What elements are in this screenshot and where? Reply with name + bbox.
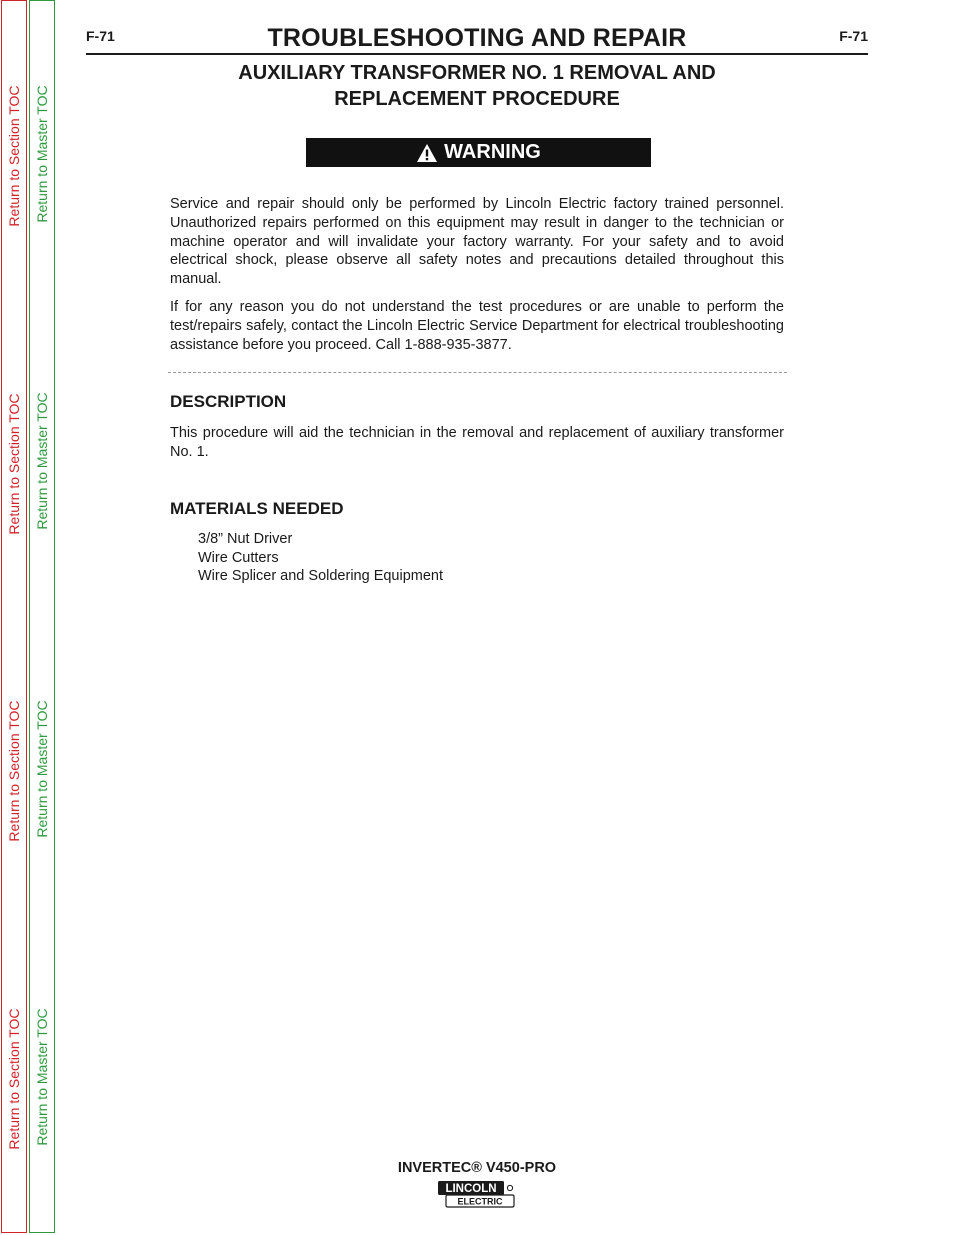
return-to-section-toc-link[interactable]: Return to Section TOC [6,700,22,842]
registered-mark-icon [507,1185,512,1190]
warning-paragraph-1: Service and repair should only be performed by Lincoln Electric factory trained personnel. Unauthorized repairs performed on this equipment may result in danger to the technician or machine operator and will invalidate your factory warranty. For your safety and to avoid electrical shock, please observe all safety notes and precautions detailed throughout this manual. [170,196,784,288]
page-number-right: F-71 [839,28,868,44]
materials-item-nut-driver: 3/8” Nut Driver [198,531,293,547]
return-to-master-toc-link[interactable]: Return to Master TOC [34,85,50,223]
procedure-title [86,60,868,112]
warning-banner [306,138,651,167]
materials-list [198,530,443,586]
materials-item-wire-splicer: Wire Splicer and Soldering Equipment [198,568,444,585]
master-toc-bar [29,0,55,1233]
warning-paragraph-2: If for any reason you do not understand the test procedures or are unable to perform the test/repairs safely, contact the Lincoln Electric Service Department for electrical troubleshooting assistance before you proceed. Call 1-888-935-3877. [170,299,784,353]
description-heading: DESCRIPTION [170,392,287,411]
dashed-divider [168,372,787,373]
warning-triangle-icon [416,143,438,163]
header-divider [86,53,868,55]
logo-bottom-text: ELECTRIC [457,1196,503,1207]
return-to-section-toc-link[interactable]: Return to Section TOC [6,85,22,227]
footer-model-name: INVERTEC® V450-PRO [397,1160,557,1176]
page-title: TROUBLESHOOTING AND REPAIR [267,24,687,52]
return-to-master-toc-link[interactable]: Return to Master TOC [34,1008,50,1146]
section-toc-bar [1,0,27,1233]
materials-heading: MATERIALS NEEDED [170,499,344,518]
return-to-master-toc-link[interactable]: Return to Master TOC [34,700,50,838]
page-number-left: F-71 [86,28,115,44]
return-to-section-toc-link[interactable]: Return to Section TOC [6,1008,22,1150]
warning-label: WARNING [444,141,541,163]
procedure-title-line2: REPLACEMENT PROCEDURE [334,88,620,110]
description-text: This procedure will aid the technician in the removal and replacement of auxiliary transformer No. 1. [170,425,784,460]
materials-item-wire-cutters: Wire Cutters [198,549,279,566]
lincoln-electric-logo [437,1180,517,1208]
procedure-title-line1: AUXILIARY TRANSFORMER NO. 1 REMOVAL AND [238,62,716,84]
return-to-section-toc-link[interactable]: Return to Section TOC [6,393,22,535]
logo-top-text: LINCOLN [445,1183,497,1195]
return-to-master-toc-link[interactable]: Return to Master TOC [34,392,50,530]
